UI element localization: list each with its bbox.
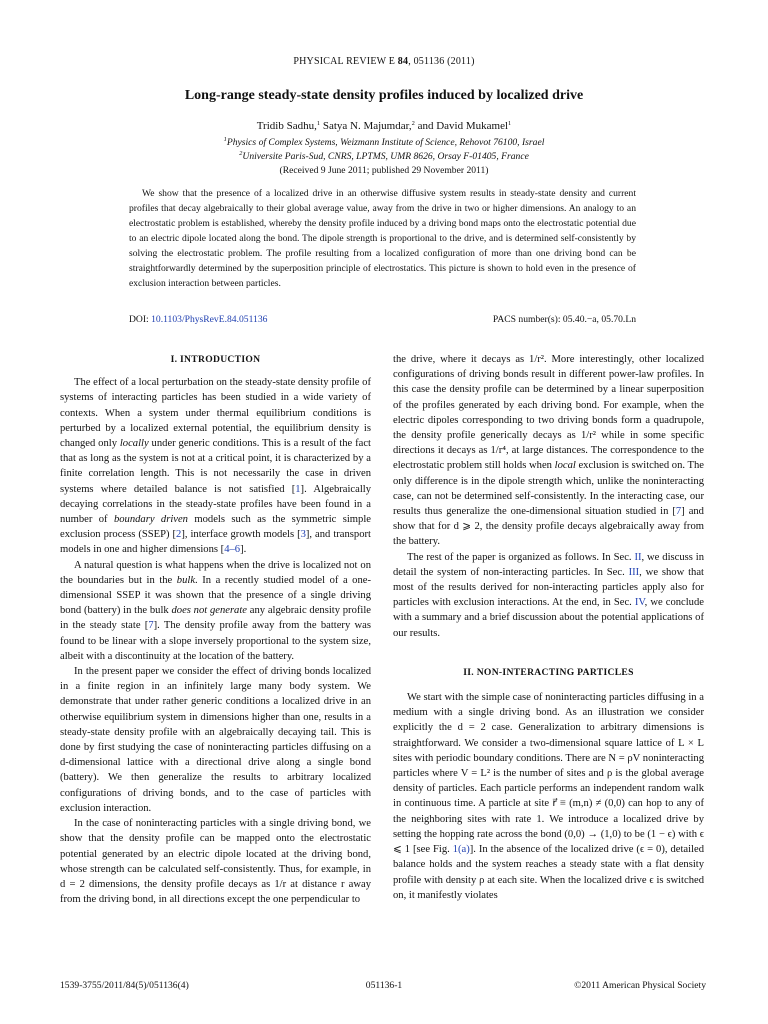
- text-run: any algebraic density profile in the steady state [: [60, 605, 371, 632]
- citation-link[interactable]: 3: [300, 529, 306, 541]
- text-run: . In a recently studied model of a one-dimensional SSEP it was shown that the presence of a single driving bond (battery) in the bulk: [60, 574, 371, 617]
- author-name: Tridib Sadhu,: [256, 120, 317, 132]
- doi-label: DOI:: [129, 314, 152, 325]
- text-run: ]. In the absence of the localized drive (ϵ = 0), detailed balance holds and the system reaches a steady state with a flat density profile with density ρ at each site. When the localized drive ϵ is switched on, it manifestly violates: [393, 844, 704, 901]
- pacs-numbers: PACS number(s): 05.40.−a, 05.70.Ln: [492, 314, 636, 325]
- section-link-II[interactable]: II: [634, 551, 642, 563]
- text-run-italic: boundary driven: [113, 514, 188, 526]
- abstract: We show that the presence of a localized drive in an otherwise diffusive system results in steady-state density and current profiles that decay algebraically to their global average value, away from the drive in two or higher dimensions. An analogy to an electrostatic problem is established, whereby the density profile induced by a driving bond maps onto the electrostatic potential due to an electric dipole located along the bond. The dipole strength is proportional to the drive, and is determined self-consistently by solving the electrostatic problem. The profile resulting from a localized configuration of more than one driving bond can be straightforwardly determined by the superposition principle of electrostatics. This picture is shown to hold even in the presence of exclusion interaction between particles.: [129, 188, 636, 289]
- text-run-italic: locally: [119, 438, 149, 450]
- intro-paragraph-4-continued: [393, 352, 704, 550]
- text-run-italic: does not generate: [171, 605, 248, 617]
- author-affil-mark: 2: [411, 120, 415, 127]
- author-name: and David Mukamel: [414, 120, 509, 132]
- text-run: The effect of a local perturbation on the steady-state density profile of systems of interacting particles has been studied in a wide variety of contexts. When a system under thermal equilibrium conditions is perturbed by a localized external potential, the equilibrium density is changed only: [60, 377, 371, 450]
- text-run: , we show that most of the results derived for non-interacting particles apply also for particles with exclusion interactions. At the end, in Sec.: [393, 566, 704, 609]
- intro-paragraph-2: [60, 558, 371, 664]
- received-dates: (Received 9 June 2011; published 29 November 2011): [279, 165, 489, 176]
- section-heading-introduction: I. INTRODUCTION: [170, 354, 261, 365]
- text-run: , we discuss in detail the system of non-interacting particles. In Sec.: [393, 551, 704, 578]
- footer-issn: 1539-3755/2011/84(5)/051136(4): [60, 980, 189, 991]
- text-run: The rest of the paper is organized as follows. In Sec.: [407, 551, 635, 563]
- sec2-paragraph-1: [393, 690, 704, 903]
- intro-paragraph-5: [393, 550, 704, 641]
- author-affil-mark: 1: [508, 120, 512, 127]
- journal-volume: 84: [397, 56, 409, 67]
- affil-mark: 2: [239, 150, 243, 157]
- text-run: exclusion is switched on. The only difference is in the dipole strength which, unlike the noninteracting case, can not be determined self-consistently. In the interacting case, our results thus generalize the one-dimensional situation studied in [: [393, 460, 704, 518]
- text-run: We start with the simple case of noninteracting particles diffusing in a medium with a single driving bond. As an illustration we consider explicitly the d = 2 case. Generalization to arbitrary dimensions is straightforward. We consider a two-dimensional square lattice of L × L sites with periodic boundary conditions. There are N = ρV noninteracting particles where V = L² is the number of sites and ρ is the global average density of particles. Each particle performs an independent random walk in continuous time. A particle at site r⃗ ≡ (m,n) ≠ (0,0) can hop to any of the neighboring sites with rate 1. We introduce a localized drive by setting the hopping rate across the bond (0,0) → (1,0) to be (1 − ϵ) with ϵ ⩽ 1 [see Fig.: [393, 692, 704, 856]
- text-run: ], interface growth models [: [181, 529, 301, 541]
- doi-link[interactable]: 10.1103/PhysRevE.84.051136: [151, 314, 268, 325]
- affil-mark: 1: [223, 136, 227, 143]
- text-run-italic: bulk: [176, 574, 196, 586]
- author-name: Satya N. Majumdar,: [320, 120, 412, 132]
- left-column: [60, 352, 371, 907]
- paper-title: Long-range steady-state density profiles induced by localized drive: [184, 88, 584, 103]
- author-list: [60, 120, 708, 132]
- text-run: ].: [240, 544, 247, 556]
- citation-link[interactable]: 7: [675, 506, 682, 518]
- affil-text: Physics of Complex Systems, Weizmann Institute of Science, Rehovot 76100, Israel: [226, 137, 545, 148]
- citation-link[interactable]: 4–6: [224, 544, 241, 556]
- author-affil-mark: 1: [316, 120, 321, 127]
- intro-paragraph-1: [60, 375, 371, 557]
- text-run: , we conclude with a summary and a brief discussion about the potential applications of our results.: [393, 597, 704, 639]
- citation-link[interactable]: 1: [295, 483, 301, 495]
- text-run: ] and show that for d ⩾ 2, the density profile decays algebraically away from the battery.: [393, 506, 704, 548]
- text-run: the drive, where it decays as 1/r². More interestingly, other localized configurations of driving bonds result in different power-law profiles. In this case the density profile can be determined by a linear superposition of the profiles generated by each driving bond. For example, when the electric dipoles corresponding to two driving bonds form a quadrupole, the density profile generically decays as 1/r² while in some specific directions it decays as 1/r⁴, at large distances. The correspondence to the electrostatic problem still holds when: [393, 354, 704, 472]
- right-column: [393, 352, 704, 903]
- text-run: ]. The density profile away from the battery was found to be linear with a slope inversely proportional to the system size, albeit with a discontinuity at the location of the battery.: [60, 620, 372, 662]
- affiliation-1: [60, 137, 708, 148]
- affiliation-2: [60, 151, 708, 162]
- section-link-III[interactable]: III: [628, 566, 640, 578]
- footer-page-number: 051136-1: [365, 980, 403, 991]
- journal-name: PHYSICAL REVIEW E: [293, 56, 398, 67]
- text-run: A natural question is what happens when the drive is localized not on the boundaries but in the: [60, 559, 371, 586]
- citation-link[interactable]: 7: [148, 620, 154, 632]
- journal-article-id: , 051136 (2011): [408, 56, 475, 67]
- affil-text: Universite Paris-Sud, CNRS, LPTMS, UMR 8626, Orsay F-01405, France: [242, 151, 529, 162]
- text-run: ]. Algebraically decaying correlations in the steady-state profiles have been found in a number of: [60, 483, 372, 526]
- figure-link[interactable]: 1(a): [452, 844, 470, 856]
- intro-paragraph-4: In the case of noninteracting particles with a single driving bond, we show that the density profile can be mapped onto the electrostatic potential generated by an electric dipole located at the driving bond, whose strength can be calculated self-consistently. Thus, for example, in d = 2 dimensions, the density profile decays as 1/r at distance r away from the driving bond, in all directions except the one perpendicular to: [60, 818, 371, 906]
- footer-copyright: ©2011 American Physical Society: [574, 980, 706, 991]
- text-run: models such as the symmetric simple exclusion process (SSEP) [: [60, 514, 371, 541]
- text-run: ], and transport models in one and higher dimensions [: [60, 529, 371, 556]
- text-run-italic: local: [554, 460, 576, 472]
- text-run: under generic conditions. This is a result of the fact that as long as the system is not at a critical point, it is characterized by a finite correlation length. This is not necessarily the case in driven systems where detailed balance is not satisfied [: [60, 438, 371, 495]
- section-link-IV[interactable]: IV: [634, 597, 645, 609]
- journal-header: [0, 56, 768, 67]
- citation-link[interactable]: 2: [176, 529, 182, 541]
- section-heading-non-interacting: II. NON-INTERACTING PARTICLES: [463, 666, 634, 678]
- intro-paragraph-3: In the present paper we consider the effect of driving bonds localized in a finite region in an infinitely large many body system. We demonstrate that under rather generic conditions a localized drive in an otherwise equilibrium system in dimensions higher than one, results in a steady-state density profile with an algebraically decaying tail. This is done by first studying the case of noninteracting particles diffusing on a d-dimensional lattice with a directional drive along a single bond (battery). We then generalize the results to arbitrary localized configurations of driving bonds, and to the case of particles with exclusion interaction.: [60, 666, 371, 814]
- doi-line: [129, 314, 267, 325]
